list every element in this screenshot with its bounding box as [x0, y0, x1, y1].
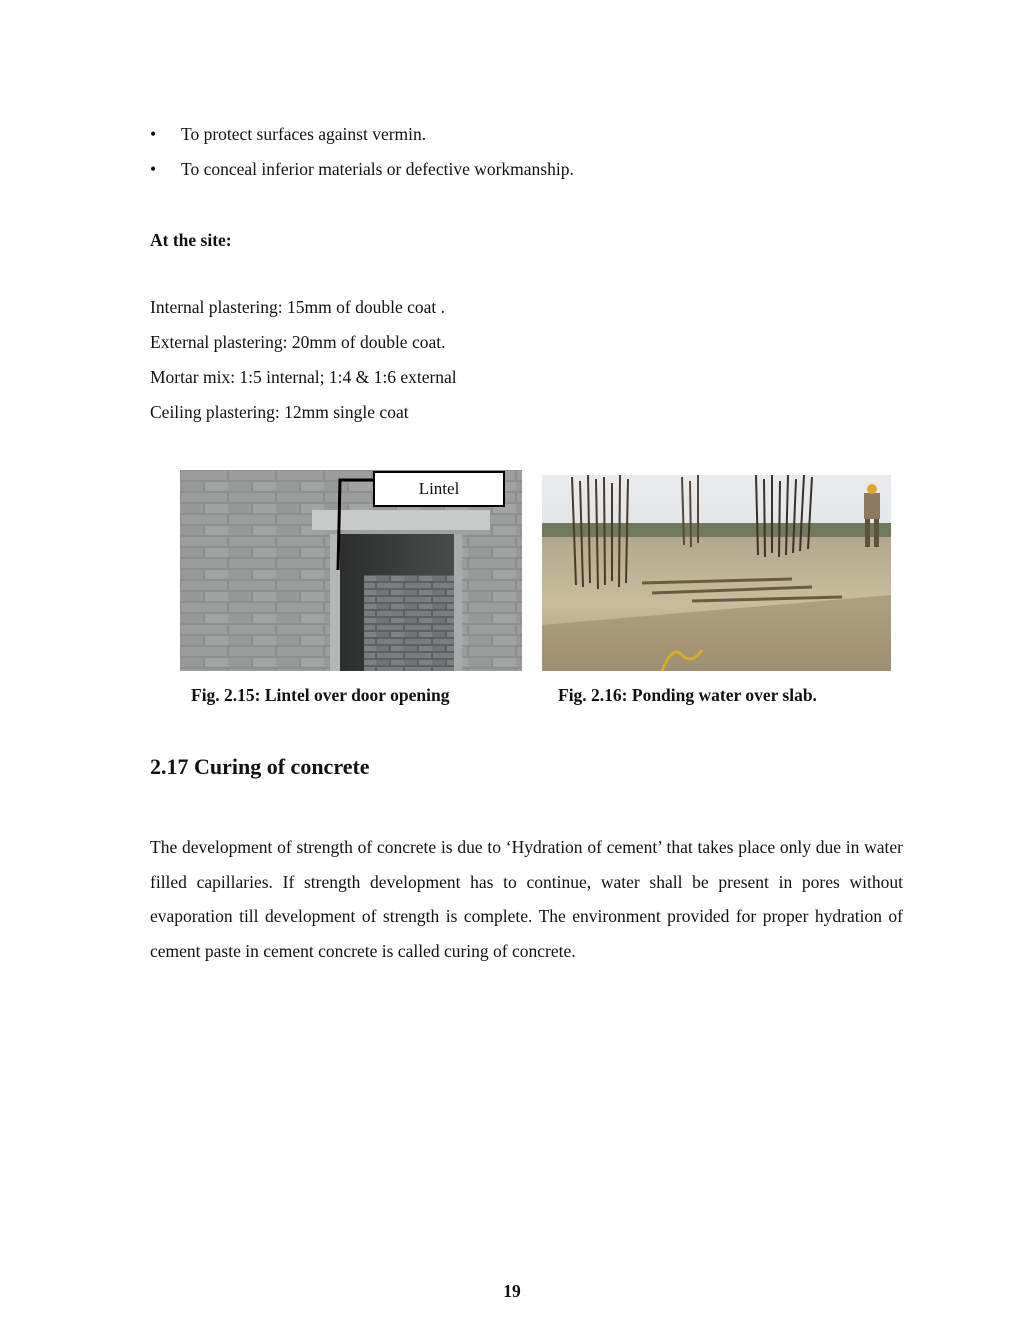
section-title: 2.17 Curing of concrete [150, 754, 370, 779]
bullet-icon: • [150, 159, 157, 179]
bullet-text: To protect surfaces against vermin. [181, 124, 427, 144]
bullet-icon: • [150, 124, 157, 144]
site-line-external: External plastering: 20mm of double coat. [150, 332, 446, 352]
figure-caption-lintel: Fig. 2.15: Lintel over door opening [191, 685, 450, 705]
site-line-mortar: Mortar mix: 1:5 internal; 1:4 & 1:6 external [150, 367, 457, 387]
lintel-label: Lintel [373, 471, 505, 507]
bullet-text: To conceal inferior materials or defective workmanship. [181, 159, 574, 179]
page-number: 19 [503, 1281, 521, 1301]
site-heading: At the site: [150, 230, 232, 250]
site-line-internal: Internal plastering: 15mm of double coat . [150, 297, 445, 317]
site-line-ceiling: Ceiling plastering: 12mm single coat [150, 402, 409, 422]
ponding-photo [542, 475, 891, 671]
body-paragraph: The development of strength of concrete is due to ‘Hydration of cement’ that takes place only due in water filled capillaries. If strength development has to continue, water shall be present in pores without evaporation till development of strength is complete. The environment provided for proper hydration of cement paste in cement concrete is called curing of concrete. [150, 837, 903, 962]
figure-caption-ponding: Fig. 2.16: Ponding water over slab. [558, 685, 817, 705]
